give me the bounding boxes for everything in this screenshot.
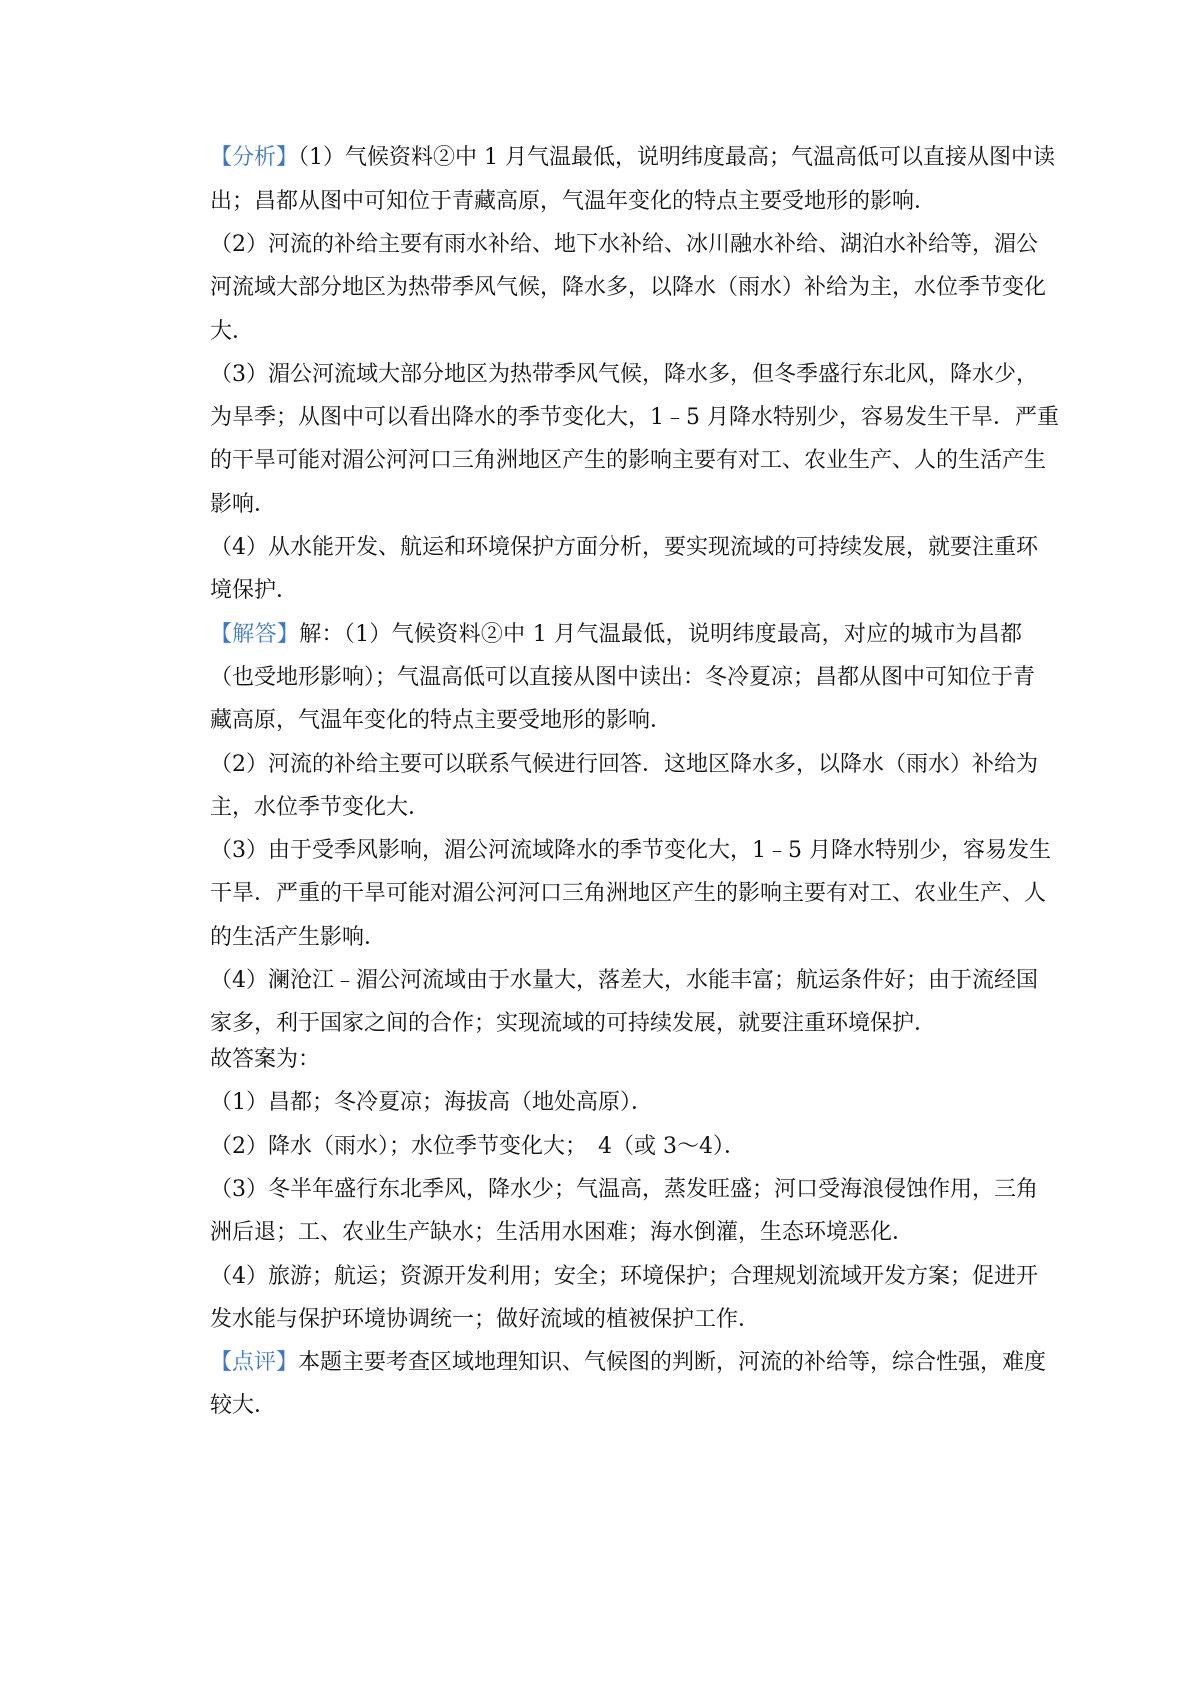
review-text: 本题主要考查区域地理知识、气候图的判断，河流的补给等，综合性强，难度 <box>298 1350 1047 1375</box>
review-tag: 【点评】 <box>210 1350 299 1375</box>
answer-line-10: 家多，利于国家之间的合作；实现流域的可持续发展，就要注重环境保护． <box>210 1011 937 1036</box>
analysis-line-4: 河流域大部分地区为热带季风气候，降水多，以降水（雨水）补给为主，水位季节变化 <box>210 275 1047 300</box>
analysis-line-1 <box>210 144 1055 172</box>
review-line-2: 较大． <box>210 1393 277 1418</box>
answer-line-14: （3）冬半年盛行东北季风，降水少；气温高，蒸发旺盛；河口受海浪侵蚀作用，三角 <box>210 1177 1038 1202</box>
answer-line-16: （4）旅游；航运；资源开发利用；安全；环境保护；合理规划流域开发方案；促进开 <box>210 1264 1038 1289</box>
answer-tag: 【解答】 <box>210 622 300 647</box>
answer-line-8: 的生活产生影响． <box>210 925 387 950</box>
answer-line-12: （1）昌都；冬冷夏凉；海拔高（地处高原）． <box>210 1090 653 1115</box>
answer-line-13: （2）降水（雨水）；水位季节变化大； 4（或 3～4）． <box>210 1134 746 1159</box>
answer-line-17: 发水能与保护环境协调统一；做好流域的植被保护工作． <box>210 1307 761 1332</box>
analysis-line-8: 的干旱可能对湄公河河口三角洲地区产生的影响主要有对工、农业生产、人的生活产生 <box>210 448 1047 473</box>
answer-line-5: 主，水位季节变化大． <box>210 795 431 820</box>
analysis-line-11: 境保护． <box>210 578 299 603</box>
answer-text: 解：（1）气候资料②中 1 月气温最低，说明纬度最高，对应的城市为昌都 <box>299 622 1022 647</box>
answer-line-1 <box>210 621 1022 649</box>
answer-line-15: 洲后退；工、农业生产缺水；生活用水困难；海水倒灌，生态环境恶化． <box>210 1220 915 1245</box>
answer-line-11: 故答案为： <box>210 1047 321 1072</box>
answer-line-7: 干旱．严重的干旱可能对湄公河河口三角洲地区产生的影响主要有对工、农业生产、人 <box>210 881 1047 906</box>
analysis-line-5: 大． <box>210 319 255 344</box>
analysis-text: （1）气候资料②中 1 月气温最低，说明纬度最高；气温高低可以直接从图中读 <box>298 145 1055 170</box>
answer-line-3: 藏高原，气温年变化的特点主要受地形的影响． <box>210 708 673 733</box>
analysis-line-7: 为旱季；从图中可以看出降水的季节变化大，1﹣5 月降水特别少，容易发生干旱．严重 <box>210 405 1059 430</box>
answer-line-6: （3）由于受季风影响，湄公河流域降水的季节变化大，1﹣5 月降水特别少，容易发生 <box>210 838 1051 863</box>
analysis-line-10: （4）从水能开发、航运和环境保护方面分析，要实现流域的可持续发展，就要注重环 <box>210 535 1038 560</box>
analysis-line-6: （3）湄公河流域大部分地区为热带季风气候，降水多，但冬季盛行东北风，降水少， <box>210 362 1038 387</box>
analysis-line-2: 出；昌都从图中可知位于青藏高原，气温年变化的特点主要受地形的影响． <box>210 189 937 214</box>
analysis-line-9: 影响． <box>210 492 277 517</box>
answer-line-2: （也受地形影响）；气温高低可以直接从图中读出：冬冷夏凉；昌都从图中可知位于青 <box>210 665 1036 690</box>
analysis-tag: 【分析】 <box>210 145 299 170</box>
analysis-line-3: （2）河流的补给主要有雨水补给、地下水补给、冰川融水补给、湖泊水补给等，湄公 <box>210 232 1038 257</box>
review-line-1 <box>210 1349 1047 1377</box>
answer-line-4: （2）河流的补给主要可以联系气候进行回答．这地区降水多，以降水（雨水）补给为 <box>210 752 1038 777</box>
answer-line-9: （4）澜沧江﹣湄公河流域由于水量大，落差大，水能丰富；航运条件好；由于流经国 <box>210 968 1038 993</box>
